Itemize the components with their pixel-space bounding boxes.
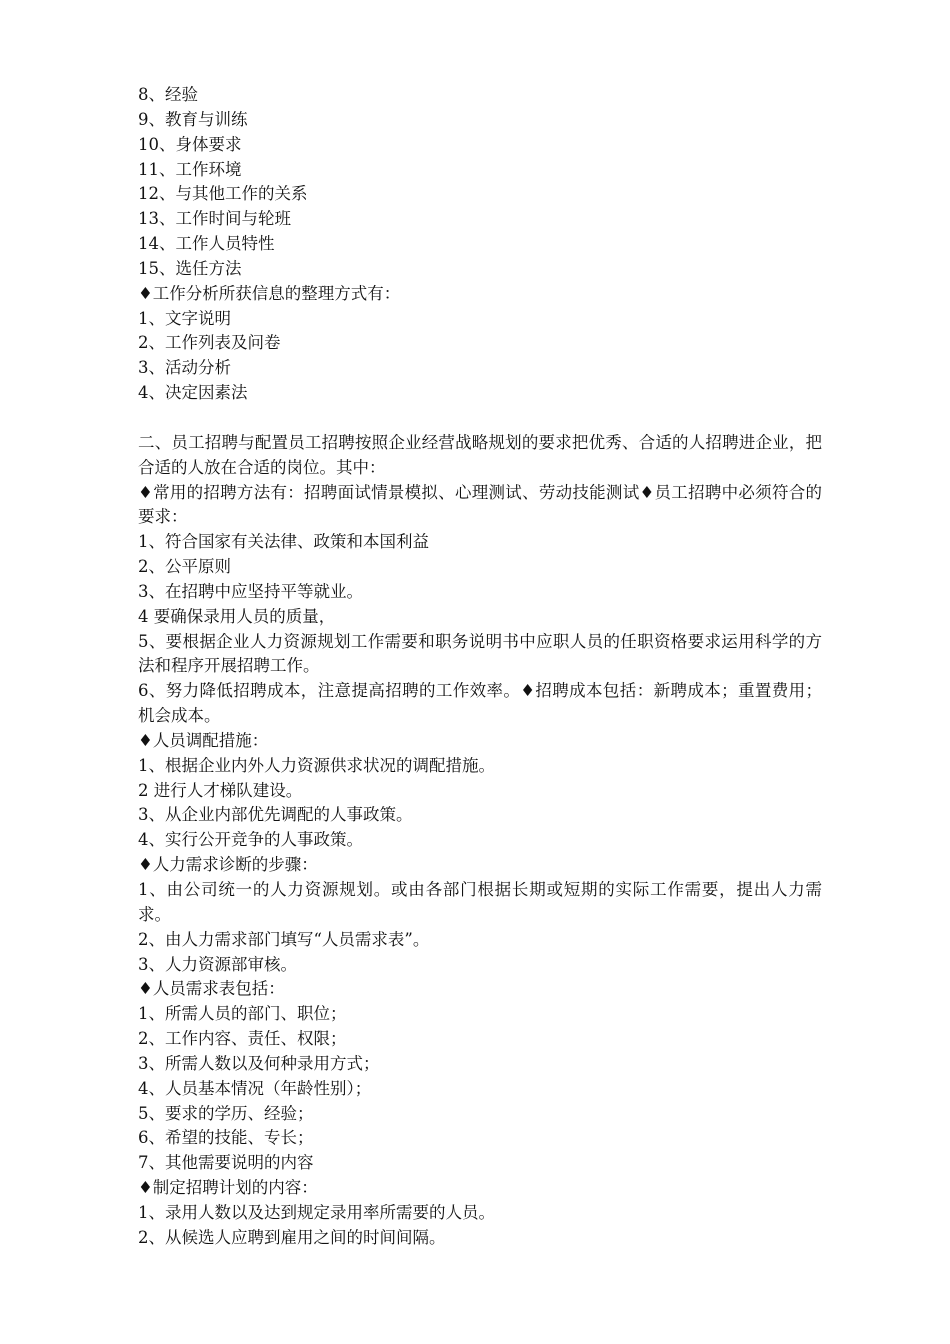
list-item: 12、与其他工作的关系 [138, 184, 308, 204]
list-item: 2 进行人才梯队建设。 [138, 780, 303, 800]
list-item: 4 要确保录用人员的质量， [138, 606, 336, 626]
list-item: 3、人力资源部审核。 [138, 954, 297, 974]
list-item: 8、经验 [138, 85, 198, 104]
list-item: 1、根据企业内外人力资源供求状况的调配措施。 [138, 755, 495, 775]
list-item: 5、要求的学历、经验； [138, 1103, 314, 1123]
list-item: 9、教育与训练 [138, 109, 248, 129]
list-item: 5、要根据企业人力资源规划工作需要和职务说明书中应职人员的任职资格要求运用科学的方法和程序开展招聘工作。 [138, 631, 822, 676]
list-item: 13、工作时间与轮班 [138, 209, 291, 229]
section-intro: 二、员工招聘与配置员工招聘按照企业经营战略规划的要求把优秀、合适的人招聘进企业，把合适的人放在合适的岗位。其中： [138, 432, 822, 477]
list-item: 11、工作环境 [138, 159, 242, 179]
list-item: 1、录用人数以及达到规定录用率所需要的人员。 [138, 1202, 495, 1222]
list-item: 4、人员基本情况（年龄性别）； [138, 1078, 372, 1098]
list-item: 3、从企业内部优先调配的人事政策。 [138, 805, 413, 825]
list-item: 7、其他需要说明的内容 [138, 1153, 314, 1173]
list-item: 2、工作内容、责任、权限； [138, 1029, 347, 1049]
list-item: 2、由人力需求部门填写“人员需求表”。 [138, 929, 430, 949]
list-item: 6、希望的技能、专长； [138, 1128, 314, 1148]
list-item: 4、决定因素法 [138, 383, 248, 403]
list-item: 6、努力降低招聘成本，注意提高招聘的工作效率。♦招聘成本包括：新聘成本；重置费用；机会成本。 [138, 681, 822, 726]
list-item: 3、在招聘中应坚持平等就业。 [138, 581, 363, 601]
list-item: 1、符合国家有关法律、政策和本国利益 [138, 532, 429, 552]
paragraph-gap [138, 406, 822, 431]
list-item: 15、选任方法 [138, 258, 242, 278]
methods-paragraph: ♦常用的招聘方法有：招聘面试情景模拟、心理测试、劳动技能测试♦员工招聘中必须符合的要求： [138, 482, 822, 527]
list-item: 10、身体要求 [138, 134, 242, 154]
list-item: 1、文字说明 [138, 308, 231, 328]
list-item: 1、所需人员的部门、职位； [138, 1004, 347, 1024]
list-item: 2、工作列表及问卷 [138, 333, 281, 353]
document-page [138, 83, 822, 1251]
list-item: 2、从候选人应聘到雇用之间的时间间隔。 [138, 1227, 446, 1247]
list-item: 1、由公司统一的人力资源规划。或由各部门根据长期或短期的实际工作需要，提出人力需求。 [138, 880, 822, 924]
list-item: 4、实行公开竞争的人事政策。 [138, 830, 363, 850]
list-item: 3、活动分析 [138, 358, 231, 378]
plan-heading: ♦制定招聘计划的内容： [138, 1178, 318, 1198]
diag-heading: ♦人力需求诊断的步骤： [138, 855, 318, 875]
info-heading: ♦工作分析所获信息的整理方式有： [138, 283, 401, 303]
form-heading: ♦人员需求表包括： [138, 979, 285, 999]
list-item: 14、工作人员特性 [138, 234, 275, 254]
list-item: 3、所需人数以及何种录用方式； [138, 1053, 380, 1073]
list-item: 2、公平原则 [138, 557, 231, 577]
deploy-heading: ♦人员调配措施： [138, 730, 269, 750]
